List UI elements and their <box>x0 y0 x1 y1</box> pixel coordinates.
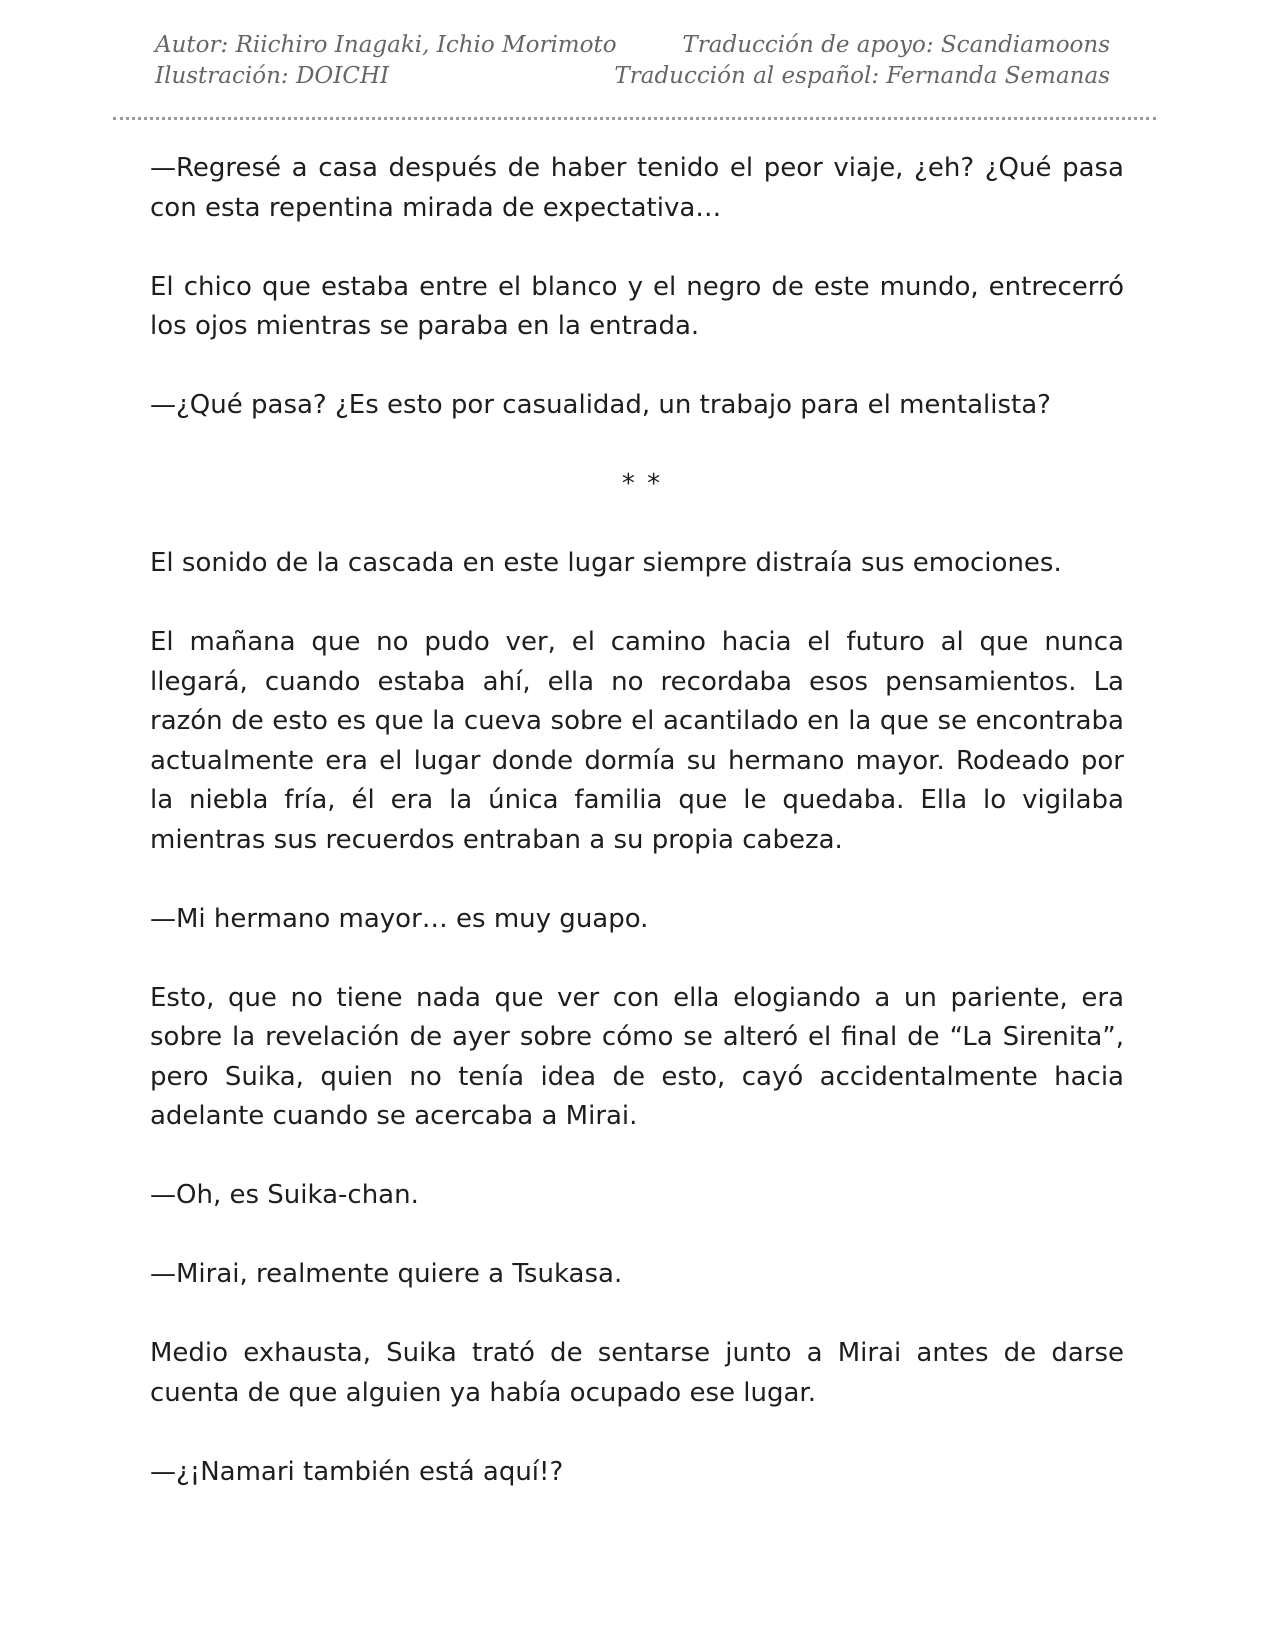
paragraph: —¿¡Namari también está aquí!? <box>150 1456 564 1487</box>
paragraph: Esto, que no tiene nada que ver con ella elogiando a un pariente, era sobre la revelación de ayer sobre cómo se alteró el final de “La Sirenita”, pero Suika, quien no tenía idea de esto, cayó accidentalmente hacia adelante cuando se acercaba a Mirai. <box>150 982 1124 1131</box>
paragraph: —Mirai, realmente quiere a Tsukasa. <box>150 1259 623 1289</box>
paragraph: El chico que estaba entre el blanco y el negro de este mundo, entrecerró los ojos mientras se paraba en la entrada. <box>150 271 1124 341</box>
paragraph: El mañana que no pudo ver, el camino hacia el futuro al que nunca llegará, cuando estaba ahí, ella no recordaba esos pensamientos. La razón de esto es que la cueva sobre el acantilado en la que se encontraba actualmente era el lugar donde dormía su hermano mayor. Rodeado por la niebla fría, él era la única familia que le quedaba. Ella lo vigilaba mientras sus recuerdos entraban a su propia cabeza. <box>150 627 1124 855</box>
header-row-bottom <box>155 61 1110 92</box>
scene-break: * * <box>621 469 663 499</box>
body-text <box>150 149 1124 1492</box>
paragraph: —Mi hermano mayor… es muy guapo. <box>150 903 649 934</box>
header-row-top <box>155 30 1110 61</box>
illustration-credit: Ilustración: DOICHI <box>155 63 390 89</box>
header-divider <box>113 117 1156 120</box>
paragraph: Medio exhausta, Suika trató de sentarse junto a Mirai antes de darse cuenta de que alguien ya había ocupado ese lugar. <box>150 1338 1124 1408</box>
spanish-translation-credit: Traducción al español: Fernanda Semanas <box>614 63 1110 89</box>
author-credit: Autor: Riichiro Inagaki, Ichio Morimoto <box>155 32 617 58</box>
paragraph: —Regresé a casa después de haber tenido el peor viaje, ¿eh? ¿Qué pasa con esta repentina mirada de expectativa… <box>150 153 1124 223</box>
support-translation-credit: Traducción de apoyo: Scandiamoons <box>682 32 1110 58</box>
paragraph: —Oh, es Suika-chan. <box>150 1180 419 1210</box>
paragraph: —¿Qué pasa? ¿Es esto por casualidad, un trabajo para el mentalista? <box>150 390 1051 420</box>
page-header <box>155 30 1110 92</box>
paragraph: El sonido de la cascada en este lugar siempre distraía sus emociones. <box>150 548 1062 578</box>
